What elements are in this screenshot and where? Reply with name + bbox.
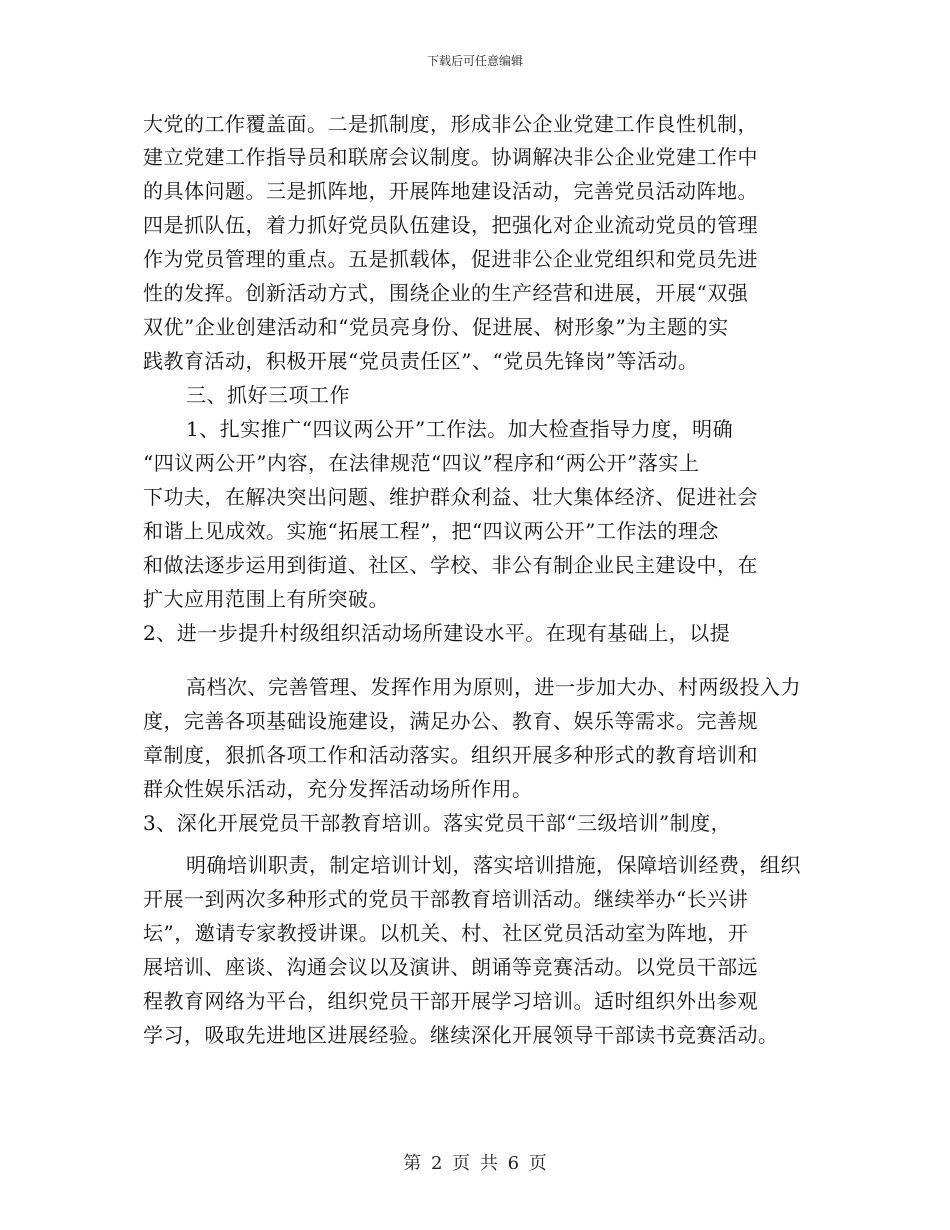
body-line: 群众性娱乐活动，充分发挥活动场所作用。 [143,777,533,801]
body-line: 双优”企业创建活动和“党员亮身份、促进展、树形象”为主题的实 [143,315,729,339]
body-line: 下功夫，在解决突出问题、维护群众利益、壮大集体经济、促进社会 [143,485,758,509]
body-line: 明确培训职责，制定培训计划，落实培训措施，保障培训经费，组织 [186,853,801,877]
body-line: 性的发挥。创新活动方式，围绕企业的生产经营和进展，开展“双强 [143,281,749,305]
footer-suffix: 页 [528,1153,547,1174]
body-line: 章制度，狠抓各项工作和活动落实。组织开展多种形式的教育培训和 [143,743,758,767]
body-line: 建立党建工作指导员和联席会议制度。协调解决非公企业党建工作中 [143,145,758,169]
body-line: 2、进一步提升村级组织活动场所建设水平。在现有基础上，以提 [143,621,731,645]
footer-total-prefix: 共 [479,1153,498,1174]
body-line: 的具体问题。三是抓阵地，开展阵地建设活动，完善党员活动阵地。 [143,179,758,203]
page-header-note: 下载后可任意编辑 [426,54,523,68]
body-line: 开展一到两次多种形式的党员干部教育培训活动。继续举办“长兴讲 [143,887,749,911]
body-line: 1、扎实推广“四议两公开”工作法。加大检查指导力度，明确 [186,417,734,441]
footer-total-pages: 6 [507,1153,520,1174]
body-line: 3、深化开展党员干部教育培训。落实党员干部“三级培训”制度， [143,811,732,835]
body-line: 和做法逐步运用到街道、社区、学校、非公有制企业民主建设中，在 [143,553,758,577]
body-line: 高档次、完善管理、发挥作用为原则，进一步加大办、村两级投入力 [186,675,801,699]
footer-prefix: 第 [403,1153,422,1174]
body-line: 学习，吸取先进地区进展经验。继续深化开展领导干部读书竞赛活动。 [143,1023,779,1047]
body-line: 展培训、座谈、沟通会议以及演讲、朗诵等竞赛活动。以党员干部远 [143,955,758,979]
body-line: 大党的工作覆盖面。二是抓制度，形成非公企业党建工作良性机制， [143,112,758,136]
body-line: 程教育网络为平台，组织党员干部开展学习培训。适时组织外出参观 [143,989,758,1013]
body-line: 坛”，邀请专家教授讲课。以机关、村、社区党员活动室为阵地，开 [143,921,749,945]
footer-page-word: 页 [452,1153,471,1174]
body-line: 扩大应用范围上有所突破。 [143,587,389,611]
body-line: 作为党员管理的重点。五是抓载体，促进非公企业党组织和党员先进 [143,247,758,271]
body-line: “四议两公开”内容，在法律规范“四议”程序和“两公开”落实上 [143,451,700,475]
body-line: 践教育活动，积极开展“党员责任区”、“党员先锋岗”等活动。 [143,349,699,373]
section-heading: 三、抓好三项工作 [186,383,350,407]
body-line: 度，完善各项基础设施建设，满足办公、教育、娱乐等需求。完善规 [143,709,758,733]
page-number-footer [0,1153,950,1175]
body-line: 四是抓队伍，着力抓好党员队伍建设，把强化对企业流动党员的管理 [143,213,758,237]
footer-current-page: 2 [430,1153,443,1174]
body-line: 和谐上见成效。实施“拓展工程”，把“四议两公开”工作法的理念 [143,519,719,543]
